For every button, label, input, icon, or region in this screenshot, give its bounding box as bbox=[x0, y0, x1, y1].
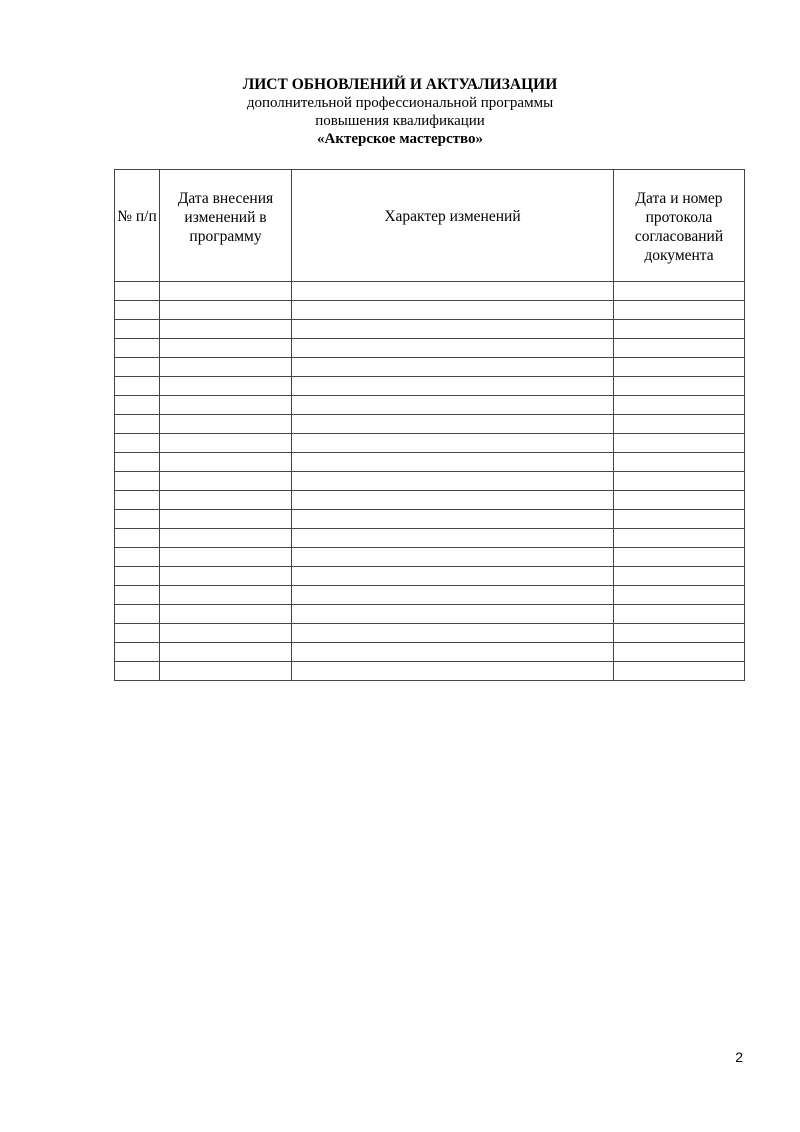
table-cell bbox=[160, 358, 292, 377]
table-row bbox=[115, 282, 745, 301]
table-row bbox=[115, 567, 745, 586]
table-cell bbox=[292, 491, 614, 510]
table-body bbox=[115, 282, 745, 681]
table-cell bbox=[160, 643, 292, 662]
table-cell bbox=[115, 320, 160, 339]
table-cell bbox=[614, 434, 745, 453]
table-cell bbox=[614, 453, 745, 472]
column-header-protocol: Дата и номер протокола согласований документа bbox=[614, 170, 745, 282]
table-cell bbox=[115, 567, 160, 586]
table-cell bbox=[160, 624, 292, 643]
table-cell bbox=[614, 586, 745, 605]
table-cell bbox=[292, 624, 614, 643]
table-cell bbox=[160, 567, 292, 586]
table-cell bbox=[160, 662, 292, 681]
table-cell bbox=[160, 377, 292, 396]
table-cell bbox=[292, 472, 614, 491]
table-cell bbox=[292, 320, 614, 339]
table-cell bbox=[292, 358, 614, 377]
table-cell bbox=[614, 339, 745, 358]
table-cell bbox=[160, 510, 292, 529]
table-cell bbox=[614, 510, 745, 529]
table-cell bbox=[614, 548, 745, 567]
column-header-nature-of-change: Характер изменений bbox=[292, 170, 614, 282]
table-cell bbox=[614, 567, 745, 586]
table-row bbox=[115, 643, 745, 662]
table-cell bbox=[160, 548, 292, 567]
document-subtitle-line2: повышения квалификации bbox=[315, 113, 485, 129]
table-cell bbox=[160, 339, 292, 358]
table-cell bbox=[160, 605, 292, 624]
table-cell bbox=[292, 662, 614, 681]
table-cell bbox=[115, 548, 160, 567]
table-cell bbox=[115, 510, 160, 529]
page-number: 2 bbox=[735, 1049, 743, 1065]
table-row bbox=[115, 624, 745, 643]
table-row bbox=[115, 586, 745, 605]
table-cell bbox=[115, 662, 160, 681]
table-cell bbox=[115, 529, 160, 548]
table-cell bbox=[292, 282, 614, 301]
table-cell bbox=[160, 396, 292, 415]
table-cell bbox=[115, 624, 160, 643]
table-cell bbox=[160, 529, 292, 548]
table-cell bbox=[614, 377, 745, 396]
document-heading bbox=[0, 76, 800, 148]
table-cell bbox=[115, 358, 160, 377]
table-cell bbox=[614, 320, 745, 339]
table-cell bbox=[115, 339, 160, 358]
table-cell bbox=[292, 339, 614, 358]
table-cell bbox=[292, 548, 614, 567]
table-cell bbox=[115, 282, 160, 301]
table-cell bbox=[292, 510, 614, 529]
table-cell bbox=[614, 396, 745, 415]
table-cell bbox=[292, 377, 614, 396]
table-row bbox=[115, 339, 745, 358]
changes-table bbox=[114, 169, 745, 681]
table-row bbox=[115, 453, 745, 472]
table-cell bbox=[614, 301, 745, 320]
table-row bbox=[115, 415, 745, 434]
table-cell bbox=[614, 358, 745, 377]
table-cell bbox=[115, 643, 160, 662]
table-cell bbox=[614, 529, 745, 548]
table-row bbox=[115, 491, 745, 510]
table-cell bbox=[160, 301, 292, 320]
document-title: ЛИСТ ОБНОВЛЕНИЙ И АКТУАЛИЗАЦИИ bbox=[242, 76, 558, 93]
table-cell bbox=[115, 491, 160, 510]
table-row bbox=[115, 510, 745, 529]
column-header-number: № п/п bbox=[115, 170, 160, 282]
table-cell bbox=[292, 396, 614, 415]
document-subtitle-line1: дополнительной профессиональной программы bbox=[246, 95, 554, 111]
table-cell bbox=[292, 643, 614, 662]
table-cell bbox=[115, 453, 160, 472]
table-row bbox=[115, 605, 745, 624]
table-header-row bbox=[115, 170, 745, 282]
table-cell bbox=[614, 643, 745, 662]
table-cell bbox=[614, 491, 745, 510]
table-row bbox=[115, 472, 745, 491]
table-cell bbox=[614, 472, 745, 491]
table-cell bbox=[614, 662, 745, 681]
table-cell bbox=[292, 301, 614, 320]
table-cell bbox=[292, 415, 614, 434]
table-cell bbox=[614, 605, 745, 624]
table-cell bbox=[160, 415, 292, 434]
table-cell bbox=[160, 453, 292, 472]
table-cell bbox=[292, 434, 614, 453]
table-cell bbox=[115, 472, 160, 491]
table-cell bbox=[292, 586, 614, 605]
table-cell bbox=[160, 586, 292, 605]
table-cell bbox=[115, 396, 160, 415]
column-header-date-of-change: Дата внесения изменений в программу bbox=[160, 170, 292, 282]
table-row bbox=[115, 301, 745, 320]
table-cell bbox=[160, 434, 292, 453]
table-cell bbox=[115, 377, 160, 396]
table-cell bbox=[115, 415, 160, 434]
table-row bbox=[115, 320, 745, 339]
table-cell bbox=[292, 567, 614, 586]
table-cell bbox=[115, 301, 160, 320]
table-row bbox=[115, 548, 745, 567]
table-cell bbox=[292, 529, 614, 548]
table-row bbox=[115, 358, 745, 377]
table-row bbox=[115, 396, 745, 415]
table-cell bbox=[115, 434, 160, 453]
table-cell bbox=[160, 320, 292, 339]
table-cell bbox=[115, 586, 160, 605]
table-cell bbox=[614, 624, 745, 643]
table-row bbox=[115, 434, 745, 453]
table-cell bbox=[614, 415, 745, 434]
table-row bbox=[115, 529, 745, 548]
table-cell bbox=[115, 605, 160, 624]
table-cell bbox=[160, 472, 292, 491]
table-cell bbox=[614, 282, 745, 301]
table-cell bbox=[160, 491, 292, 510]
table-row bbox=[115, 662, 745, 681]
table-cell bbox=[160, 282, 292, 301]
table-row bbox=[115, 377, 745, 396]
table-cell bbox=[292, 605, 614, 624]
program-name: «Актерское мастерство» bbox=[316, 131, 484, 147]
table-cell bbox=[292, 453, 614, 472]
